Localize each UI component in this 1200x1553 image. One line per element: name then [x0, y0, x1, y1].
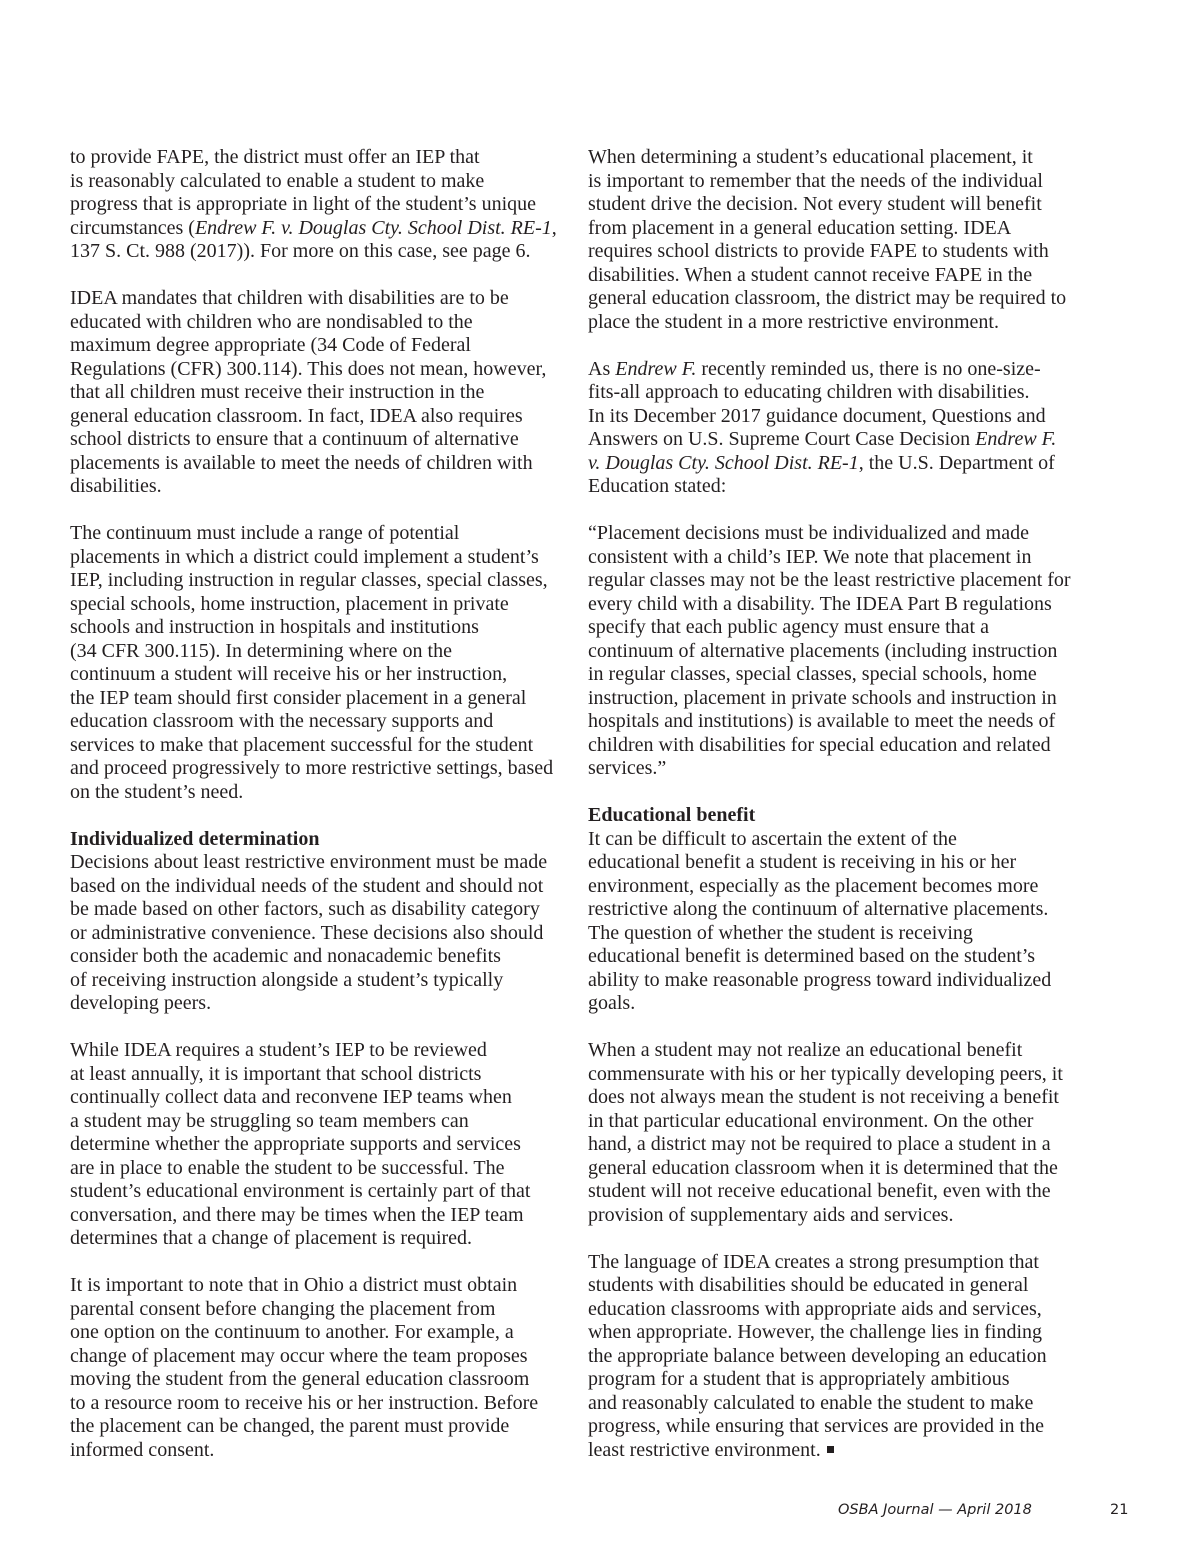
text-line: progress, while ensuring that services are provided in the: [588, 1415, 1044, 1437]
section-heading: Individualized determination: [70, 827, 320, 850]
left-column: [70, 144, 570, 1486]
paragraph: [588, 522, 1088, 781]
text-line: of receiving instruction alongside a student’s typically: [70, 968, 504, 991]
text-line: hospitals and institutions) is available to meet the needs of: [588, 710, 1056, 732]
text-line: at least annually, it is important that school districts: [70, 1062, 482, 1085]
text-line: regular classes may not be the least restrictive placement for: [588, 569, 1071, 591]
text-line: hand, a district may not be required to place a student in a: [588, 1133, 1051, 1155]
text-line: IEP, including instruction in regular classes, special classes,: [70, 569, 548, 591]
paragraph: [70, 1039, 570, 1251]
section: [70, 828, 570, 1016]
text-line: general education classroom when it is determined that the: [588, 1156, 1058, 1179]
text-line: As Endrew F. recently reminded us, there is no one-size-: [588, 357, 1041, 380]
section: [588, 804, 1088, 1016]
text-line: educated with children who are nondisabled to the: [70, 310, 473, 333]
text-line: children with disabilities for special education and related: [588, 733, 1051, 756]
text-line: developing peers.: [70, 992, 212, 1014]
text-line: to a resource room to receive his or her instruction. Before: [70, 1391, 539, 1414]
text-line: education classroom with the necessary supports and: [70, 710, 494, 732]
text-line: commensurate with his or her typically developing peers, it: [588, 1062, 1063, 1085]
text-line: based on the individual needs of the student and should not: [70, 874, 544, 897]
text-line: progress that is appropriate in light of the student’s unique: [70, 193, 537, 215]
text-line: 137 S. Ct. 988 (2017)). For more on this case, see page 6.: [70, 240, 531, 262]
paragraph: [70, 522, 570, 804]
text-line: The question of whether the student is receiving: [588, 921, 973, 944]
text-line: fits-all approach to educating children with disabilities.: [588, 381, 1030, 403]
text-line: continually collect data and reconvene IEP teams when: [70, 1086, 512, 1108]
text-line: be made based on other factors, such as disability category: [70, 898, 540, 920]
text-line: place the student in a more restrictive environment.: [588, 310, 999, 333]
text-line: does not always mean the student is not receiving a benefit: [588, 1086, 1059, 1108]
text-line: informed consent.: [70, 1438, 215, 1461]
text-line: student will not receive educational benefit, even with the: [588, 1180, 1051, 1202]
page-number: 21: [1110, 1502, 1129, 1518]
text-line: educational benefit a student is receiving in his or her: [588, 851, 1017, 873]
text-line: is important to remember that the needs of the individual: [588, 169, 1043, 192]
text-line: the appropriate balance between developing an education: [588, 1344, 1047, 1367]
text-line: continuum of alternative placements (including instruction: [588, 639, 1058, 662]
text-line: “Placement decisions must be individualized and made: [588, 522, 1029, 544]
text-line: least restrictive environment.: [588, 1439, 1088, 1463]
text-line: continuum a student will receive his or her instruction,: [70, 663, 508, 685]
paragraph: [588, 358, 1088, 499]
text-line: from placement in a general education setting. IDEA: [588, 216, 1012, 239]
text-line: disabilities. When a student cannot receive FAPE in the: [588, 263, 1033, 286]
text-line: It is important to note that in Ohio a district must obtain: [70, 1274, 518, 1296]
text-line: placements in which a district could implement a student’s: [70, 545, 539, 568]
text-line: circumstances (Endrew F. v. Douglas Cty. School Dist. RE-1,: [70, 216, 557, 239]
text-line: Answers on U.S. Supreme Court Case Decision Endrew F.: [588, 428, 1057, 450]
text-line: and reasonably calculated to enable the student to make: [588, 1391, 1034, 1414]
section-heading: Educational benefit: [588, 804, 756, 826]
text-line: IDEA mandates that children with disabilities are to be: [70, 287, 509, 309]
text-line: education classrooms with appropriate aids and services,: [588, 1297, 1042, 1320]
text-line: student’s educational environment is certainly part of that: [70, 1180, 531, 1202]
text-line: Education stated:: [588, 475, 727, 497]
right-column: [588, 144, 1088, 1486]
text-line: general education classroom. In fact, IDEA also requires: [70, 404, 523, 427]
text-line: requires school districts to provide FAPE to students with: [588, 240, 1049, 262]
paragraph: [588, 146, 1088, 334]
text-line: (34 CFR 300.115). In determining where on the: [70, 639, 452, 662]
text-line: When determining a student’s educational placement, it: [588, 146, 1033, 168]
text-line: specify that each public agency must ensure that a: [588, 616, 989, 638]
text-line: conversation, and there may be times when the IEP team: [70, 1203, 524, 1226]
text-line: when appropriate. However, the challenge lies in finding: [588, 1321, 1043, 1343]
text-line: in that particular educational environment. On the other: [588, 1109, 1034, 1132]
text-line: every child with a disability. The IDEA Part B regulations: [588, 592, 1052, 615]
text-line: that all children must receive their instruction in the: [70, 381, 485, 403]
text-line: in regular classes, special classes, special schools, home: [588, 663, 1037, 685]
text-line: goals.: [588, 992, 636, 1014]
text-line: a student may be struggling so team members can: [70, 1109, 469, 1132]
text-line: restrictive along the continuum of alternative placements.: [588, 898, 1049, 920]
text-line: on the student’s need.: [70, 780, 244, 803]
paragraph: [588, 1251, 1088, 1463]
text-line: v. Douglas Cty. School Dist. RE-1, the U.S. Department of: [588, 451, 1055, 474]
text-line: student drive the decision. Not every student will benefit: [588, 193, 1042, 215]
text-line: program for a student that is appropriately ambitious: [588, 1368, 1010, 1390]
text-line: In its December 2017 guidance document, Questions and: [588, 404, 1046, 427]
text-line: When a student may not realize an educational benefit: [588, 1039, 1023, 1061]
text-line: the placement can be changed, the parent must provide: [70, 1415, 510, 1437]
text-line: environment, especially as the placement becomes more: [588, 874, 1039, 897]
text-line: to provide FAPE, the district must offer an IEP that: [70, 146, 480, 168]
paragraph: [70, 287, 570, 499]
text-line: disabilities.: [70, 475, 162, 497]
text-line: placements is available to meet the needs of children with: [70, 451, 533, 474]
text-line: one option on the continuum to another. For example, a: [70, 1321, 514, 1343]
text-line: While IDEA requires a student’s IEP to be reviewed: [70, 1039, 487, 1061]
text-line: consider both the academic and nonacademic benefits: [70, 945, 501, 967]
text-line: services.”: [588, 757, 667, 779]
text-line: parental consent before changing the placement from: [70, 1297, 496, 1320]
paragraph: [588, 1039, 1088, 1227]
footer-journal-title: OSBA Journal — April 2018: [838, 1502, 1032, 1518]
text-line: general education classroom, the district may be required to: [588, 287, 1067, 309]
text-line: Decisions about least restrictive environment must be made: [70, 851, 548, 873]
text-line: The language of IDEA creates a strong presumption that: [588, 1250, 1039, 1273]
text-line: schools and instruction in hospitals and institutions: [70, 616, 479, 638]
text-line: students with disabilities should be educated in general: [588, 1274, 1029, 1296]
end-of-article-mark: [827, 1446, 834, 1453]
text-line: Regulations (CFR) 300.114). This does not mean, however,: [70, 357, 547, 380]
text-line: educational benefit is determined based on the student’s: [588, 945, 1036, 967]
text-line: ability to make reasonable progress toward individualized: [588, 968, 1052, 991]
text-line: moving the student from the general education classroom: [70, 1368, 530, 1390]
text-line: the IEP team should first consider placement in a general: [70, 686, 527, 709]
text-line: determines that a change of placement is required.: [70, 1227, 473, 1249]
text-line: change of placement may occur where the team proposes: [70, 1344, 528, 1367]
text-line: or administrative convenience. These decisions also should: [70, 921, 544, 944]
text-line: services to make that placement successful for the student: [70, 733, 534, 756]
text-line: and proceed progressively to more restrictive settings, based: [70, 757, 554, 779]
text-line: school districts to ensure that a continuum of alternative: [70, 428, 519, 450]
text-line: provision of supplementary aids and services.: [588, 1203, 954, 1226]
text-line: It can be difficult to ascertain the extent of the: [588, 827, 957, 850]
text-line: maximum degree appropriate (34 Code of Federal: [70, 334, 471, 356]
text-line: are in place to enable the student to be successful. The: [70, 1156, 505, 1179]
text-line: is reasonably calculated to enable a student to make: [70, 169, 485, 192]
text-line: instruction, placement in private schools and instruction in: [588, 686, 1057, 709]
text-line: consistent with a child’s IEP. We note that placement in: [588, 545, 1032, 568]
paragraph: [70, 146, 570, 264]
text-line: determine whether the appropriate supports and services: [70, 1133, 521, 1155]
text-line: The continuum must include a range of potential: [70, 522, 460, 544]
text-line: special schools, home instruction, placement in private: [70, 592, 509, 615]
paragraph: [70, 1274, 570, 1462]
